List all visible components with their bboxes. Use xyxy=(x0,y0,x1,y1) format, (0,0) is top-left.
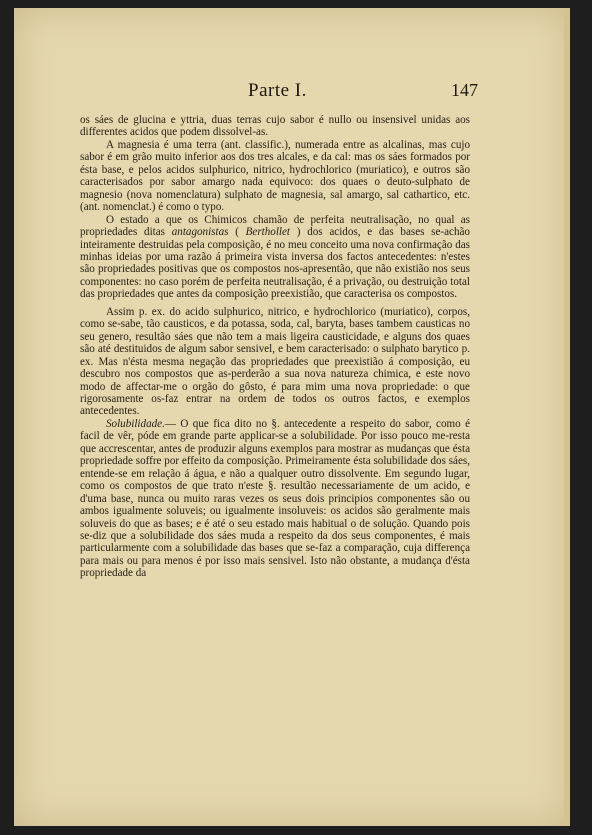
section-heading: Solubilidade. xyxy=(106,417,165,430)
paragraph-solubility xyxy=(80,418,470,580)
body-text xyxy=(80,114,470,580)
paragraph-text: ( xyxy=(228,226,246,239)
book-page xyxy=(14,8,570,826)
header-title: Parte I. xyxy=(248,80,307,101)
paragraph-text: — O que fica dito no §. antecedente a respeito do sabor, como é facil de vêr, póde em grande parte applicar-se a solubilidade. Por isso pouco me-resta que accrescentar, antes de produzir alguns exemplos para mostrar as mudanças que ésta propriedade soffre por effeito da composição. Primeiramente ésta solubilidade dos sáes, entende-se em relação á água, e não a qualquer outro dissolvente. Em segundo lugar, como os compostos de que trato n'este §. resultão necessariamente de um acido, e d'uma base, nunca ou muito raras vezes os seus dois principios componentes são ou ambos igualmente soluveis; ou igualmente insoluveis: os acidos são geralmente mais soluveis do que as bases; e é até o seu estado mais habitual o de solução. Quando pois se-diz que a solubilidade dos sáes muda a respeito da dos seus componentes, é mais particularmente com a solubilidade das bases que se-faz a comparação, cuja differença para mais ou para menos é por isso mais sensivel. Isto não obstante, a mudança d'ésta propriedade da xyxy=(80,417,470,580)
paragraph-text: O estado a que os Chimicos chamão de perfeita neutralisação, no qual as propriedades ditas xyxy=(80,213,470,239)
paragraph-magnesia: A magnesia é uma terra (ant. classific.), numerada entre as alcalinas, mas cujo sabor é em grão muito inferior aos dos tres alcales, e da cal: mas os sáes formados por ésta base, e pelos acidos sulphurico, nitrico, hydrochlorico (muriatico), e outros são caracterisados por sabor amargo nada equivoco: dos quaes o deuto-sulphato de magnesio (nova nomenclatura) sulphato de magnesia, sal amargo, sal cathartico, etc. (ant. nomenclat.) é como o typo. xyxy=(80,138,470,214)
paragraph-text: ) dos acidos, e das bases se-achão inteiramente destruidas pela composição, é no meu conceito uma nova confirmação das minhas ideias por uma razão á primeira vista inversa dos factos antecedentes: n'estes são propriedades positivas que os compostos nos-apresentão, que não existião nos seus componentes: no caso porém de perfeita neutralisação, é a privação, ou destruição total das propriedades que antes da composição preexistião, que caracterisa os compostos. xyxy=(80,226,470,301)
paragraph-neutralisation xyxy=(80,214,470,301)
italic-term: antagonistas xyxy=(171,226,229,239)
page-edge xyxy=(564,8,570,826)
paragraph-examples: Assim p. ex. do acido sulphurico, nitrico, e hydrochlorico (muriatico), corpos, como se-sabe, tão causticos, e da potassa, soda, cal, baryta, bases tambem causticas no seu genero, resultão sáes que não tem a mais ligeira causticidade, e alguns dos quaes são até destituidos de algum sabor sensivel, e bem caracterisado: o sulphato barytico p. ex. Mas n'ésta mesma negação das propriedades que preexistião á composição, eu descubro nos compostos que as-perderão a sua nova natureza chimica, e este novo modo de affectar-me o orgão do gôsto, é para mim uma nova propriedade: o que rigorosamente os-faz entrar na ordem de todos os outros factos, e exemplos antecedentes. xyxy=(80,305,470,418)
running-header xyxy=(14,80,570,104)
page-number: 147 xyxy=(451,80,478,100)
paragraph-continuation: os sáes de glucina e yttria, duas terras cujo sabor é nullo ou insensivel unidas aos differentes acidos que podem dissolvel-as. xyxy=(80,114,470,139)
italic-author: Berthollet xyxy=(245,226,291,239)
